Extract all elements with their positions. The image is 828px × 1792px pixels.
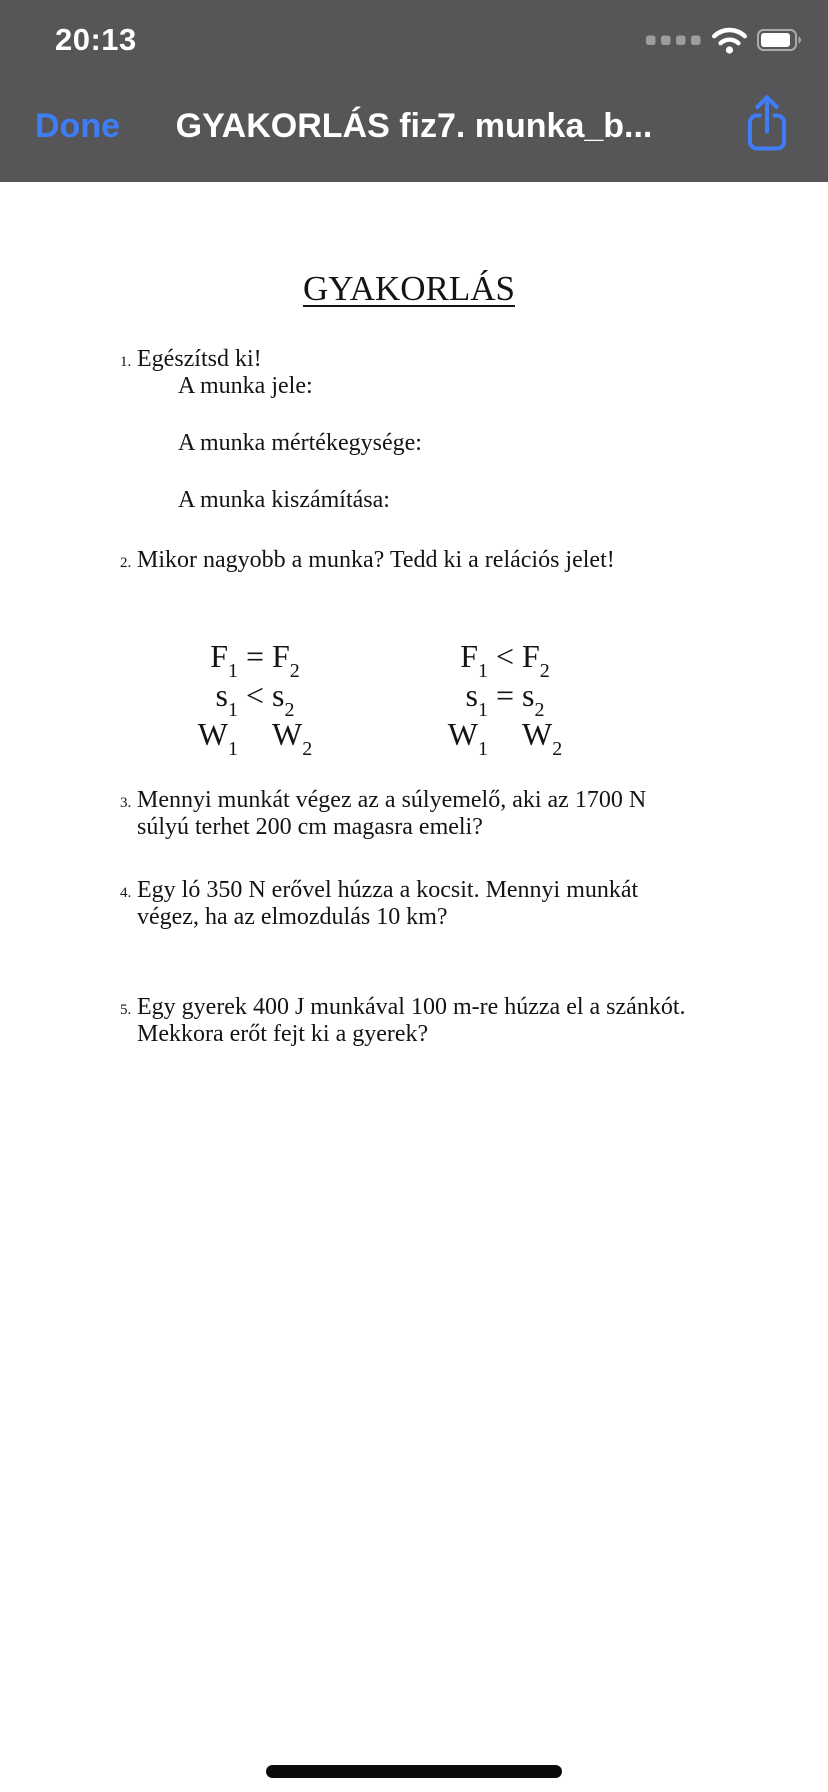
status-icons — [646, 27, 802, 54]
status-time: 20:13 — [55, 22, 137, 57]
document-page — [0, 268, 828, 1048]
list-item-2 — [120, 547, 698, 577]
formula-row: $W_1$ $W_2$ — [447, 716, 563, 760]
item-text: Egy gyerek 400 J munkával 100 m-re húzza el a szánkót. — [137, 994, 686, 1020]
share-icon — [742, 92, 792, 156]
relation-blank: < — [495, 638, 515, 674]
fill-in-line: A munka mértékegysége: — [178, 430, 422, 456]
list-item-5 — [120, 994, 698, 1048]
list-item-4 — [120, 877, 698, 931]
item-number: 4. — [120, 885, 132, 901]
item-text: Mekkora erőt fejt ki a gyerek? — [137, 1021, 429, 1047]
list-item-1 — [120, 346, 698, 514]
list-item-3 — [120, 787, 698, 841]
relation-blank: = — [245, 638, 265, 674]
cellular-signal-icon — [646, 34, 702, 46]
formula-row: $F_1 = F_2$ — [210, 638, 300, 682]
item-number: 5. — [120, 1002, 132, 1018]
nav-bar — [0, 98, 828, 160]
share-button[interactable] — [742, 92, 792, 156]
formula-column-right — [415, 637, 595, 760]
item-number: 2. — [120, 555, 132, 571]
formula-row: $s_1 = s_2$ — [465, 677, 545, 721]
worksheet-title: GYAKORLÁS — [303, 269, 515, 308]
formula-row: $F_1 < F_2$ — [460, 638, 550, 682]
wifi-icon — [711, 27, 748, 54]
item-text: Egy ló 350 N erővel húzza a kocsit. Mennyi munkát — [137, 877, 639, 903]
status-bar — [0, 0, 828, 58]
item-number: 1. — [120, 354, 132, 370]
battery-icon — [757, 29, 802, 51]
document-preview[interactable] — [0, 182, 828, 1792]
relation-blank: < — [245, 677, 265, 713]
formula-row: $s_1 < s_2$ — [215, 677, 295, 721]
done-button[interactable]: Done — [35, 104, 120, 148]
home-indicator[interactable] — [266, 1765, 562, 1778]
item-text: Egészítsd ki! — [137, 346, 262, 372]
item-text: Mikor nagyobb a munka? Tedd ki a relációs jelet! — [137, 547, 615, 573]
item-number: 3. — [120, 795, 132, 811]
fill-in-line: A munka kiszámítása: — [178, 487, 390, 513]
document-title-label: GYAKORLÁS fiz7. munka_b... — [175, 107, 653, 145]
formula-row: $W_1$ $W_2$ — [197, 716, 313, 760]
formula-column-left — [165, 637, 345, 760]
item-text: súlyú terhet 200 cm magasra emeli? — [137, 814, 483, 840]
item-text: végez, ha az elmozdulás 10 km? — [137, 904, 448, 930]
relation-formulas — [120, 637, 698, 760]
relation-blank: = — [495, 677, 515, 713]
item-text: Mennyi munkát végez az a súlyemelő, aki az 1700 N — [137, 787, 647, 813]
header-bar — [0, 0, 828, 182]
fill-in-line: A munka jele: — [178, 373, 313, 399]
